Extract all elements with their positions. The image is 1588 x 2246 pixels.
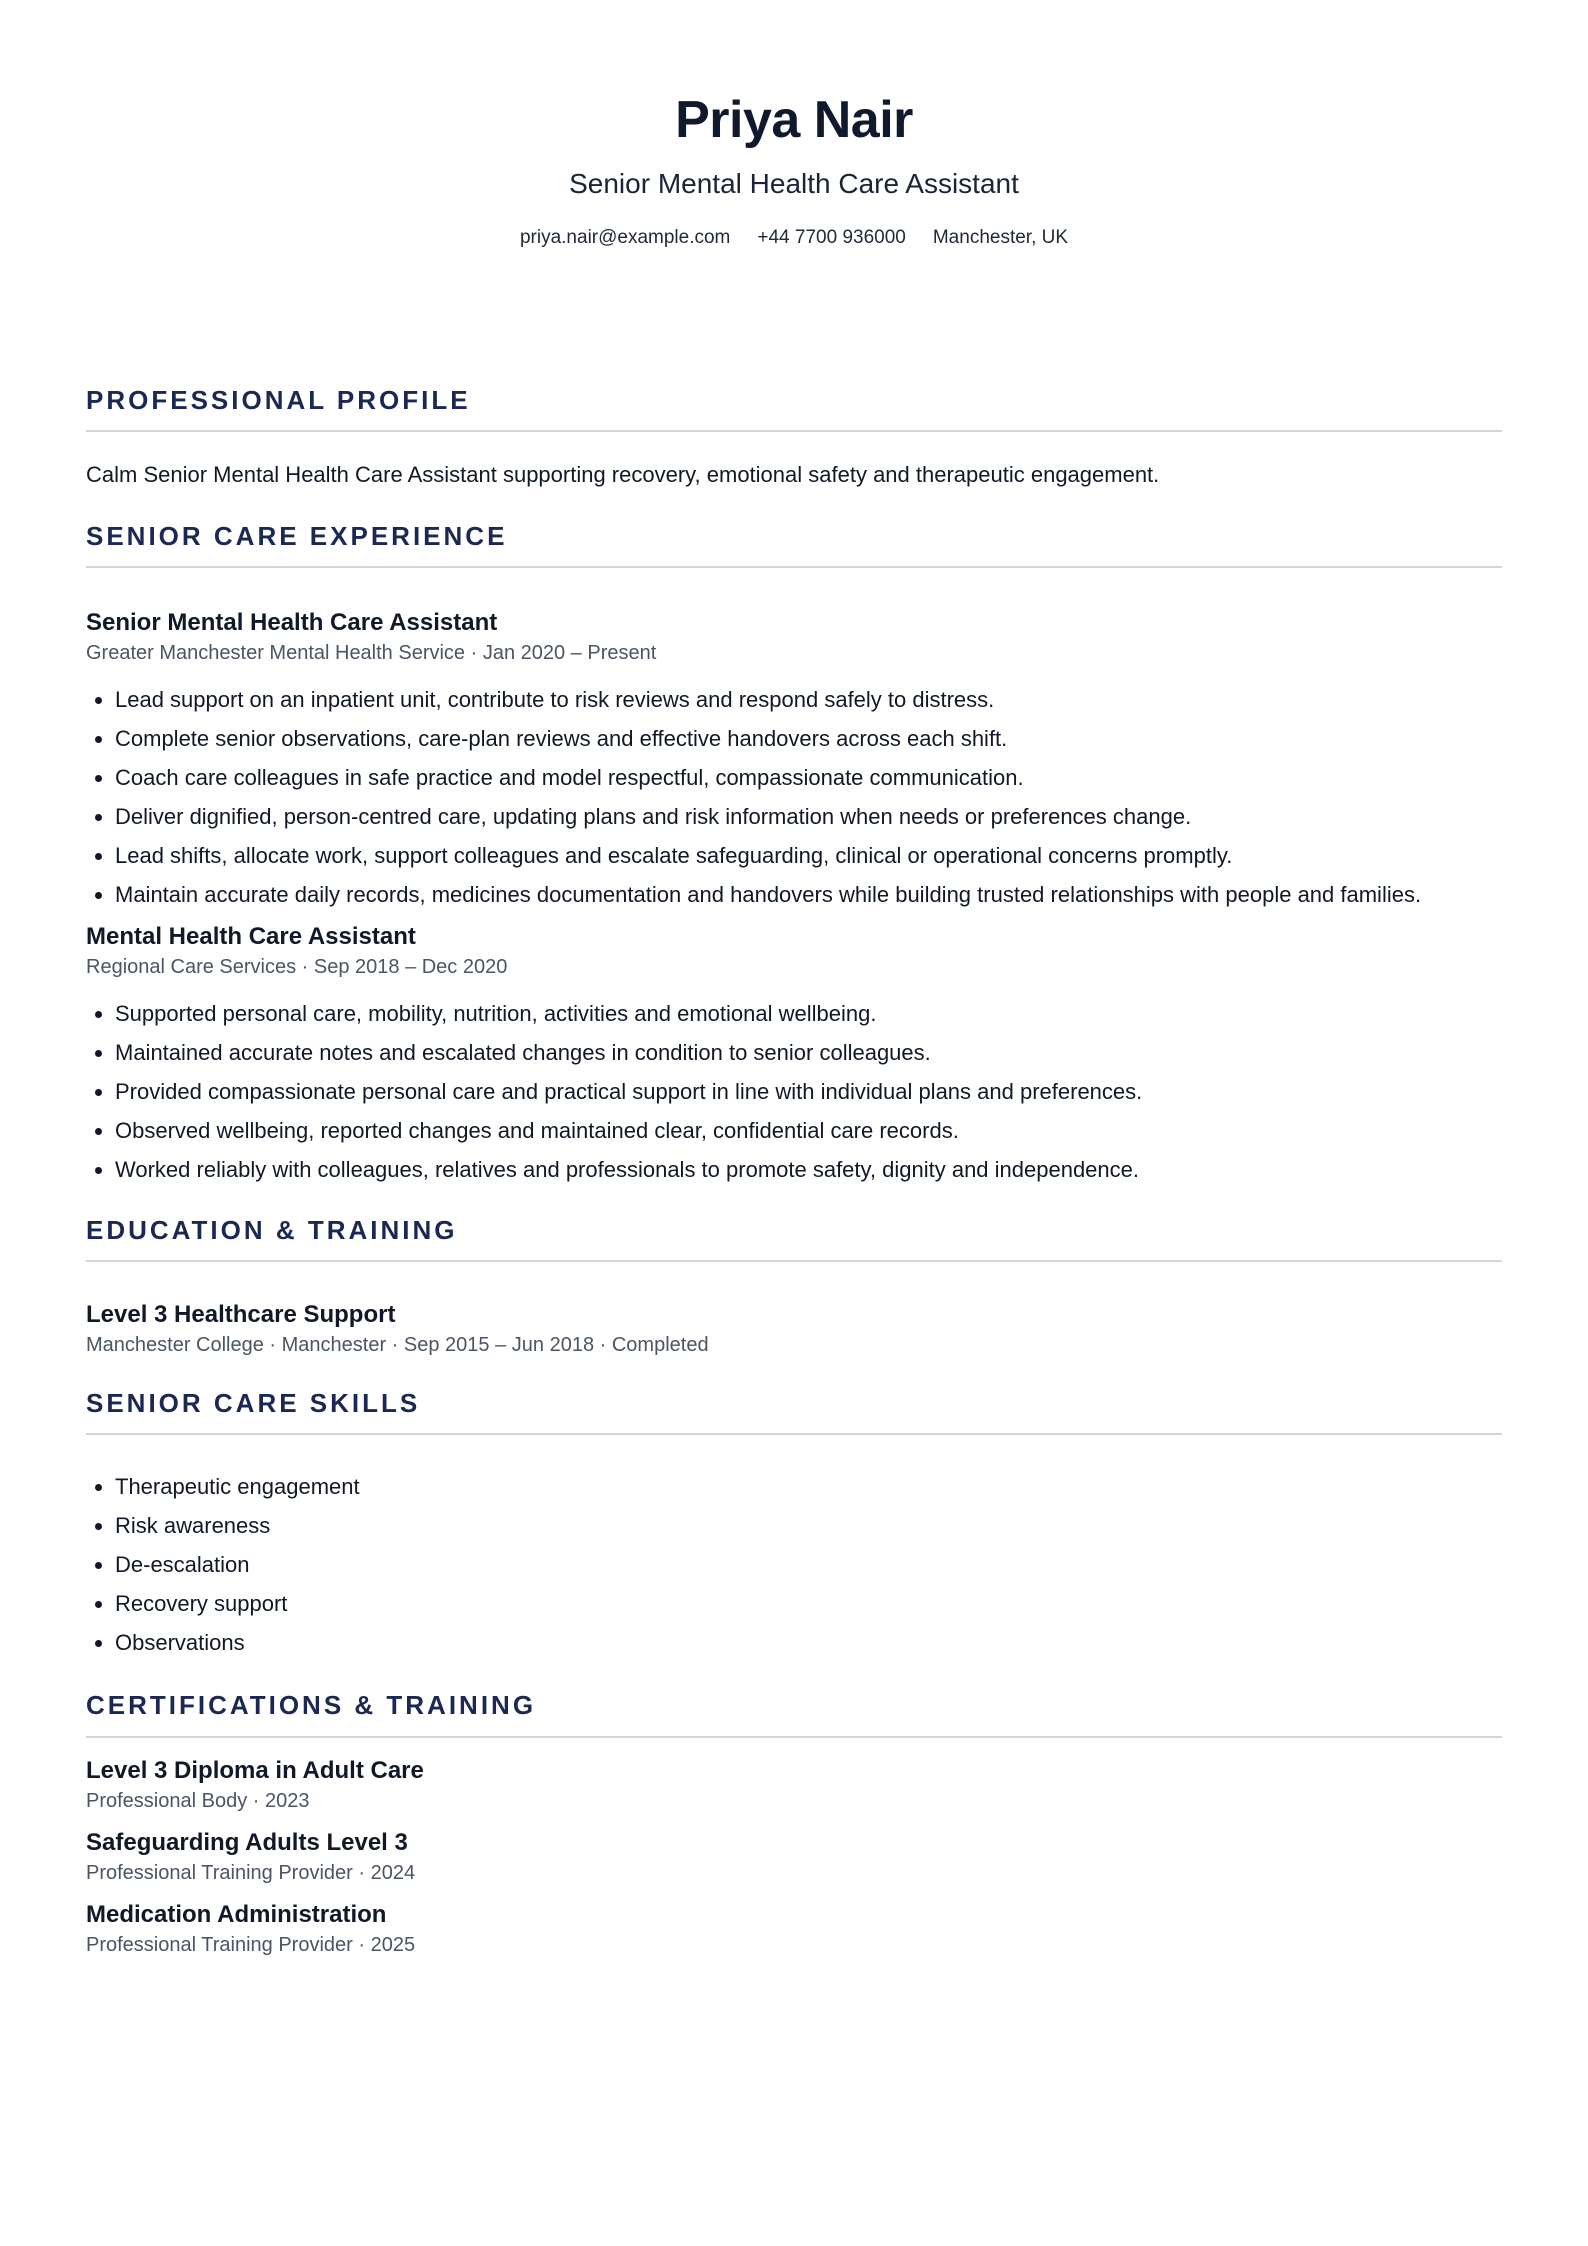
cert-meta: Professional Training Provider · 2024 [86,1861,416,1884]
job-bullets [86,994,1502,1189]
contact-email: priya.nair@example.com [519,226,731,248]
contact-location: Manchester, UK [932,226,1069,248]
list-item: • Deliver dignified, person-centred care, updating plans and risk information when needs or preferences change. [115,797,1502,836]
skill-item: • Risk awareness [115,1506,1502,1545]
skills-list [86,1467,1502,1662]
candidate-role: Senior Mental Health Care Assistant [569,168,1019,200]
cert-list [86,1756,1502,1958]
list-item: • Observed wellbeing, reported changes and maintained clear, confidential care records. [115,1111,1502,1150]
job-entry [86,922,1502,1189]
profile-summary: Calm Senior Mental Health Care Assistant supporting recovery, emotional safety and therapeutic engagement. [86,461,1160,487]
job-title: Mental Health Care Assistant [86,922,416,950]
job-meta: Regional Care Services · Sep 2018 – Dec 2020 [86,955,508,978]
certifications-section [86,1690,1502,1957]
list-item: • Coach care colleagues in safe practice and model respectful, compassionate communication. [115,758,1502,797]
cert-title: Level 3 Diploma in Adult Care [86,1756,424,1784]
resume-header [86,0,1502,249]
job-title: Senior Mental Health Care Assistant [86,608,498,636]
cert-title: Medication Administration [86,1900,387,1928]
cert-title: Safeguarding Adults Level 3 [86,1828,408,1856]
section-title: SENIOR CARE SKILLS [86,1388,1502,1435]
cert-entry [86,1756,1502,1814]
list-item: • Maintained accurate notes and escalated changes in condition to senior colleagues. [115,1033,1502,1072]
job-bullets [86,680,1502,914]
skill-item: • Observations [115,1623,1502,1662]
cert-meta: Professional Training Provider · 2025 [86,1933,416,1956]
education-section [86,1215,1502,1358]
list-item: • Lead support on an inpatient unit, contribute to risk reviews and respond safely to distress. [115,680,1502,719]
list-item: • Worked reliably with colleagues, relatives and professionals to promote safety, dignity and independence. [115,1150,1502,1189]
contact-line [86,227,1502,249]
job-entry [86,608,1502,914]
section-title: CERTIFICATIONS & TRAINING [86,1690,1502,1737]
skill-item: • De-escalation [115,1545,1502,1584]
list-item: • Supported personal care, mobility, nutrition, activities and emotional wellbeing. [115,994,1502,1033]
education-entry [86,1300,1502,1358]
profile-section [86,385,1502,491]
list-item: • Complete senior observations, care-plan reviews and effective handovers across each shift. [115,719,1502,758]
skill-item: • Recovery support [115,1584,1502,1623]
section-title: SENIOR CARE EXPERIENCE [86,521,1502,568]
education-meta: Manchester College · Manchester · Sep 2015 – Jun 2018 · Completed [86,1334,709,1357]
job-meta: Greater Manchester Mental Health Service · Jan 2020 – Present [86,641,657,664]
list-item: • Provided compassionate personal care and practical support in line with individual plans and preferences. [115,1072,1502,1111]
skill-item: • Therapeutic engagement [115,1467,1502,1506]
section-title: PROFESSIONAL PROFILE [86,385,1502,432]
cert-entry [86,1828,1502,1886]
cert-meta: Professional Body · 2023 [86,1789,310,1812]
education-title: Level 3 Healthcare Support [86,1301,396,1329]
list-item: • Maintain accurate daily records, medicines documentation and handovers while building trusted relationships with people and families. [115,875,1502,914]
contact-phone: +44 7700 936000 [757,226,906,248]
section-title: EDUCATION & TRAINING [86,1215,1502,1262]
skills-section [86,1388,1502,1662]
candidate-name: Priya Nair [675,91,913,149]
cert-entry [86,1900,1502,1958]
experience-section [86,521,1502,1189]
list-item: • Lead shifts, allocate work, support colleagues and escalate safeguarding, clinical or operational concerns promptly. [115,836,1502,875]
